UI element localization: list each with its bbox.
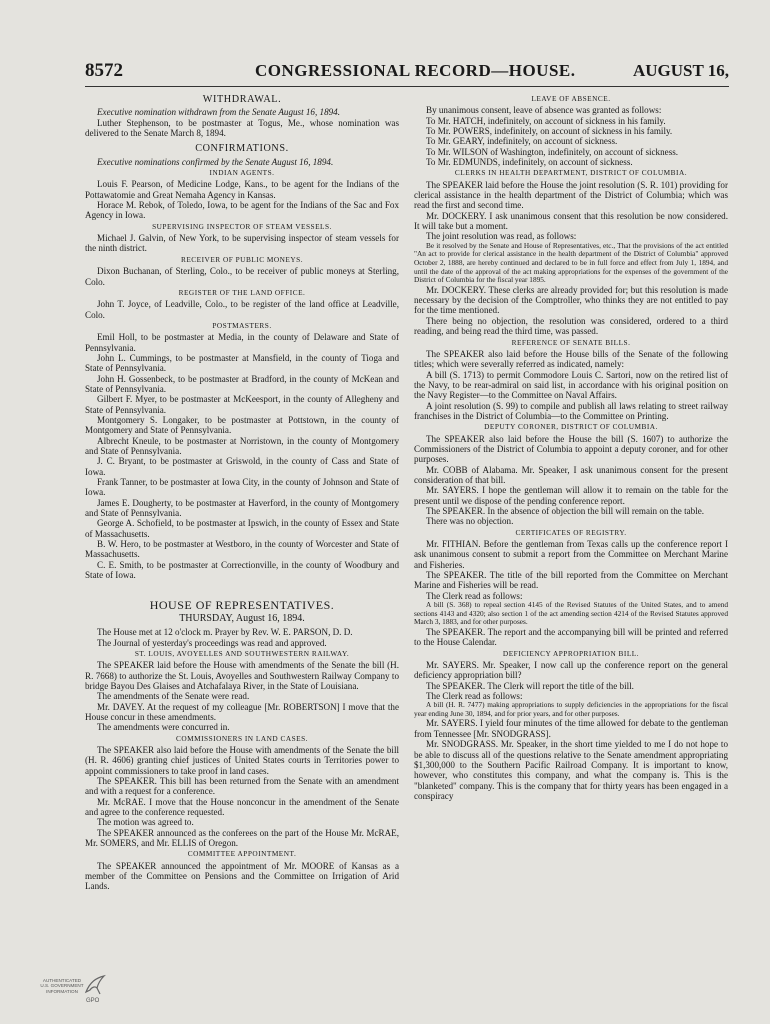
subsection-heading: SUPERVISING INSPECTOR OF STEAM VESSELS. xyxy=(152,221,332,231)
subsection-heading: POSTMASTERS. xyxy=(212,320,272,330)
paragraph: There was no objection. xyxy=(426,516,514,527)
quoted-resolution: Be it resolved by the Senate and House of Representatives, etc., That the provisions of the act entitled "An act to provide for clerical assistance in the health department of the District of Columbia" approved October 2, 1888, are hereby continued and declared to be in full force and effect from July 1, 1894, and until the date of the approval of the act making appropriations for the expenses of the government of the District of Columbia for the fiscal year 1895. xyxy=(414,240,728,285)
paragraph: The amendments of the Senate were read. xyxy=(97,691,250,702)
eagle-icon xyxy=(82,972,108,998)
section-heading: CONFIRMATIONS. xyxy=(195,143,289,155)
subsection-heading: ST. LOUIS, AVOYELLES AND SOUTHWESTERN RAILWAY. xyxy=(134,648,350,658)
subsection-heading: COMMITTEE APPOINTMENT. xyxy=(187,849,297,859)
postmaster-entry: Montgomery S. Longaker, to be postmaster at Pottstown, in the county of Montgomery and State of Pennsylvania. xyxy=(85,414,399,436)
subsection-heading: CERTIFICATES OF REGISTRY. xyxy=(515,527,627,537)
paragraph: By unanimous consent, leave of absence was granted as follows: xyxy=(426,105,662,116)
paragraph: The House met at 12 o'clock m. Prayer by Rev. W. E. PARSON, D. D. xyxy=(97,627,353,638)
paragraph: The SPEAKER also laid before the House with amendments of the Senate the bill (H. R. 4606) granting chief justices of United States courts in Territories power to appoint commissioners to take proof in land cases. xyxy=(85,744,399,776)
house-date: THURSDAY, August 16, 1894. xyxy=(179,612,305,624)
postmaster-entry: Frank Tanner, to be postmaster at Iowa City, in the county of Johnson and State of Iowa. xyxy=(85,477,399,498)
seal-text: AUTHENTICATED U.S. GOVERNMENT INFORMATION xyxy=(40,978,84,994)
subsection-heading: LEAVE OF ABSENCE. xyxy=(531,94,611,103)
paragraph: The motion was agreed to. xyxy=(97,817,194,828)
paragraph: The joint resolution was read, as follows: xyxy=(426,231,577,242)
paragraph: Michael J. Galvin, of New York, to be supervising inspector of steam vessels for the ninth district. xyxy=(85,233,399,254)
paragraph: Dixon Buchanan, of Sterling, Colo., to be receiver of public moneys at Sterling, Colo. xyxy=(85,266,399,287)
postmaster-entry: Emil Holl, to be postmaster at Media, in the county of Delaware and State of Pennsylvania. xyxy=(85,332,399,353)
paragraph: To Mr. GEARY, indefinitely, on account of sickness. xyxy=(426,136,618,147)
subsection-heading: REFERENCE OF SENATE BILLS. xyxy=(511,337,631,347)
header-rule xyxy=(85,86,729,87)
subsection-heading: INDIAN AGENTS. xyxy=(209,168,275,178)
paragraph: There being no objection, the resolution was considered, ordered to a third reading, and being read the third time, was passed. xyxy=(414,315,728,337)
left-column xyxy=(85,93,399,953)
subsection-heading: COMMISSIONERS IN LAND CASES. xyxy=(176,733,308,743)
paragraph: John T. Joyce, of Leadville, Colo., to be register of the land office at Leadville, Colo. xyxy=(85,299,399,320)
paragraph: Mr. McRAE. I move that the House nonconcur in the amendment of the Senate and agree to the conference requested. xyxy=(85,796,399,817)
paragraph: The Clerk read as follows: xyxy=(426,690,523,701)
paragraph: Mr. DAVEY. At the request of my colleague [Mr. ROBERTSON] I move that the House concur in these amendments. xyxy=(85,701,399,722)
paragraph: The SPEAKER laid before the House with amendments of the Senate the bill (H. R. 7668) to authorize the St. Louis, Avoyelles and Southwestern Railway Company to bridge Bayou Des Glaises and Atchafalaya River, in the State of Louisiana. xyxy=(85,660,399,691)
paragraph: Mr. DOCKERY. These clerks are already provided for; but this resolution is made necessary by the decision of the Comptroller, who thinks they are not entitled to pay for the time mentioned. xyxy=(414,284,728,316)
paragraph: The Clerk read as follows: xyxy=(426,590,523,601)
page-number: 8572 xyxy=(85,60,123,81)
postmaster-entry: J. C. Bryant, to be postmaster at Griswold, in the county of Cass and State of Iowa. xyxy=(85,456,399,477)
paragraph: Executive nominations confirmed by the Senate August 16, 1894. xyxy=(97,156,334,167)
seal-mark: GPO xyxy=(86,998,100,1004)
paragraph: Mr. SAYERS. I hope the gentleman will allow it to remain on the table for the present until we dispose of the pending conference report. xyxy=(414,485,728,506)
paragraph: Mr. COBB of Alabama. Mr. Speaker, I ask unanimous consent for the present consideration of that bill. xyxy=(414,464,728,485)
paragraph: Horace M. Rebok, of Toledo, Iowa, to be agent for the Indians of the Sac and Fox Agency in Iowa. xyxy=(85,200,399,221)
postmaster-entry: Gilbert F. Myer, to be postmaster at McKeesport, in the county of Allegheny and State of Pennsylvania. xyxy=(85,394,399,415)
subsection-heading: DEFICIENCY APPROPRIATION BILL. xyxy=(502,648,640,658)
paragraph: To Mr. POWERS, indefinitely, on account of sickness in his family. xyxy=(426,126,673,137)
paragraph: To Mr. HATCH, indefinitely, on account of sickness in his family. xyxy=(426,115,666,126)
postmaster-entry: Albrecht Kneule, to be postmaster at Norristown, in the county of Montgomery and State of Pennsylvania. xyxy=(85,435,399,456)
paragraph: Mr. FITHIAN. Before the gentleman from Texas calls up the conference report I ask unanimous consent to submit a report from the Committee on Merchant Marine and Fisheries. xyxy=(414,539,728,570)
paragraph: Mr. SNODGRASS. Mr. Speaker, in the short time yielded to me I do not hope to be able to discuss all of the questions relative to the Senate amendment appropriating $1,300,000 to the Southern Pacific Railroad Company. It is important to know, however, who constitutes this company, and what the company is. This is the "blanketed" company. This is the company that for thirty years has been engaged in a conspiracy xyxy=(414,739,728,801)
postmaster-entry: James E. Dougherty, to be postmaster at Haverford, in the county of Montgomery and State of Pennsylvania. xyxy=(85,497,399,519)
paragraph: The Journal of yesterday's proceedings was read and approved. xyxy=(97,637,327,648)
paragraph: The SPEAKER also laid before the House bills of the Senate of the following titles; which were severally referred as indicated, namely: xyxy=(414,348,728,370)
paragraph: The SPEAKER. The report and the accompanying bill will be printed and referred to the House Calendar. xyxy=(414,626,728,648)
paragraph: The SPEAKER. The Clerk will report the title of the bill. xyxy=(426,680,634,691)
right-column xyxy=(414,93,728,963)
paragraph: The SPEAKER announced the appointment of Mr. MOORE of Kansas as a member of the Committee on Pensions and the Committee on Irrigation of Arid Lands. xyxy=(85,860,399,892)
paragraph: To Mr. EDMUNDS, indefinitely, on account of sickness. xyxy=(426,157,633,168)
paragraph: Mr. SAYERS. I yield four minutes of the time allowed for debate to the gentleman from Tennessee [Mr. SNODGRASS]. xyxy=(414,718,728,739)
paragraph: The SPEAKER. In the absence of objection the bill will remain on the table. xyxy=(426,506,705,516)
paragraph: A bill (S. 1713) to permit Commodore Louis C. Sartori, now on the retired list of the Navy, to be rear-admiral on said list, in accordance with his original position on the Navy Register—to the Committee on Naval Affairs. xyxy=(414,369,728,401)
postmaster-entry: John L. Cummings, to be postmaster at Mansfield, in the county of Tioga and State of Pennsylvania. xyxy=(85,352,399,374)
paragraph: Executive nomination withdrawn from the Senate August 16, 1894. xyxy=(97,107,340,118)
journal-title: CONGRESSIONAL RECORD—HOUSE. xyxy=(255,61,576,80)
paragraph: The SPEAKER. The title of the bill reported from the Committee on Merchant Marine and Fisheries will be read. xyxy=(414,570,728,591)
subsection-heading: DEPUTY CORONER, DISTRICT OF COLUMBIA. xyxy=(484,422,658,432)
paragraph: Louis F. Pearson, of Medicine Lodge, Kans., to be agent for the Indians of the Pottawatomie and Great Nemaha Agency in Kansas. xyxy=(85,179,399,200)
postmaster-entry: George A. Schofield, to be postmaster at Ipswich, in the county of Essex and State of Massachusetts. xyxy=(85,518,399,539)
subsection-heading: RECEIVER OF PUBLIC MONEYS. xyxy=(180,254,304,264)
quoted-bill-title: A bill (H. R. 7477) making appropriations to supply deficiencies in the appropriations for the fiscal year ending June 30, 1894, and for prior years, and for other purposes. xyxy=(414,700,728,718)
paragraph: The SPEAKER. This bill has been returned from the Senate with an amendment and with a request for a conference. xyxy=(85,775,399,797)
paragraph: The SPEAKER announced as the conferees on the part of the House Mr. McRAE, Mr. SOMERS, and Mr. ELLIS of Oregon. xyxy=(85,827,399,849)
postmaster-entry: John H. Gossenbeck, to be postmaster at Bradford, in the county of McKean and State of Pennsylvania. xyxy=(85,373,399,394)
paragraph: Luther Stephenson, to be postmaster at Togus, Me., whose nomination was delivered to the Senate March 8, 1894. xyxy=(85,117,399,139)
house-heading: HOUSE OF REPRESENTATIVES. xyxy=(149,598,335,613)
paragraph: To Mr. WILSON of Washington, indefinitely, on account of sickness. xyxy=(426,146,679,157)
paragraph: The SPEAKER also laid before the House the bill (S. 1607) to authorize the Commissioners of the District of Columbia to appoint a deputy coroner, and for other purposes. xyxy=(414,433,728,465)
paragraph: The amendments were concurred in. xyxy=(97,722,230,733)
quoted-bill-title: A bill (S. 368) to repeal section 4145 of the Revised Statutes of the United States, and to amend sections 4143 and 4320; also section 1 of the act amending section 4214 of the Revised Statutes approved March 3, 1883, and for other purposes. xyxy=(414,600,728,627)
postmaster-entry: C. E. Smith, to be postmaster at Correctionville, in the county of Woodbury and State of Iowa. xyxy=(85,559,399,581)
paragraph: Mr. SAYERS. Mr. Speaker, I now call up the conference report on the general deficiency appropriation bill? xyxy=(414,659,728,681)
paragraph: The SPEAKER laid before the House the joint resolution (S. R. 101) providing for clerical assistance in the health department of the District of Columbia; which was read the first and second time. xyxy=(414,179,728,211)
section-heading: WITHDRAWAL. xyxy=(202,94,282,105)
gpo-authentication-seal xyxy=(40,970,110,1010)
paragraph: A joint resolution (S. 99) to compile and publish all laws relating to street railway franchises in the District of Columbia—to the Committee on Printing. xyxy=(414,400,728,421)
header-date: AUGUST 16, xyxy=(632,61,729,80)
postmaster-entry: B. W. Hero, to be postmaster at Westboro, in the county of Worcester and State of Massachusetts. xyxy=(85,539,399,560)
running-header xyxy=(85,60,729,82)
paragraph: Mr. DOCKERY. I ask unanimous consent that this resolution be now considered. It will take but a moment. xyxy=(414,210,728,232)
subsection-heading: CLERKS IN HEALTH DEPARTMENT, DISTRICT OF COLUMBIA. xyxy=(454,168,688,178)
subsection-heading: REGISTER OF THE LAND OFFICE. xyxy=(178,287,306,297)
